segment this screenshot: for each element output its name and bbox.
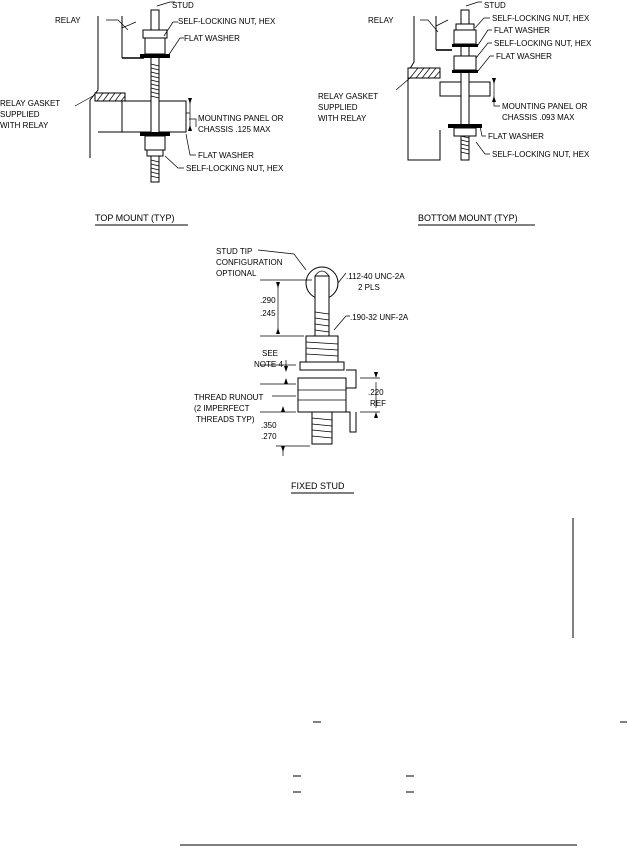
label-tip-2: CONFIGURATION: [216, 258, 283, 267]
label-dim-270: .270: [261, 432, 277, 441]
label-runout-2: (2 IMPERFECT: [194, 404, 250, 413]
label-relay: RELAY: [368, 16, 394, 25]
label-washer-top: FLAT WASHER: [184, 34, 240, 43]
label-nut-2: SELF-LOCKING NUT, HEX: [494, 39, 592, 48]
self-locking-nut-bottom: [145, 136, 165, 150]
stud-upper-shaft: [315, 276, 329, 336]
label-see-2: NOTE 4: [254, 360, 283, 369]
flat-washer-top: [140, 54, 170, 58]
label-gasket-1: RELAY GASKET: [318, 92, 379, 101]
label-washer-2: FLAT WASHER: [496, 52, 552, 61]
label-washer-1: FLAT WASHER: [494, 26, 550, 35]
stud-lower-thread: [312, 412, 332, 444]
caption-fixed-stud: FIXED STUD: [291, 481, 345, 491]
label-panel-1: MOUNTING PANEL OR: [502, 102, 588, 111]
relay-body-outline: [90, 16, 98, 158]
label-thread-large: .190-32 UNF-2A: [350, 313, 409, 322]
label-gasket-1: RELAY GASKET: [0, 99, 61, 108]
label-gasket-3: WITH RELAY: [318, 114, 367, 123]
label-gasket-2: SUPPLIED: [318, 103, 358, 112]
flat-washer-1: [452, 44, 478, 47]
label-washer-bottom: FLAT WASHER: [488, 132, 544, 141]
label-dim-245: .245: [260, 309, 276, 318]
top-mount-figure: [0, 1, 284, 225]
stud-collar: [300, 362, 344, 370]
flat-washer-2: [452, 70, 478, 73]
label-dim-290: .290: [260, 296, 276, 305]
stud-hex-nut: [298, 378, 346, 412]
label-dim-220: .220: [368, 388, 384, 397]
label-ref: REF: [370, 399, 386, 408]
label-stud: STUD: [484, 1, 506, 10]
self-locking-nut-top: [454, 30, 476, 44]
label-tip-1: STUD TIP: [216, 247, 253, 256]
label-gasket-2: SUPPLIED: [0, 110, 40, 119]
self-locking-nut-2: [454, 56, 476, 70]
flat-washer-bottom: [140, 132, 170, 136]
flat-washer-bottom: [448, 124, 482, 128]
label-gasket-3: WITH RELAY: [0, 121, 49, 130]
label-panel-1: MOUNTING PANEL OR: [198, 114, 284, 123]
lower-page-marks: [180, 518, 627, 845]
label-thread-small-2: 2 PLS: [358, 283, 380, 292]
label-stud: STUD: [172, 1, 194, 10]
label-nut-top: SELF-LOCKING NUT, HEX: [178, 17, 276, 26]
label-runout-3: THREADS TYP): [196, 415, 255, 424]
self-locking-nut-top: [145, 38, 165, 54]
fixed-stud-figure: [194, 247, 409, 493]
bottom-mount-figure: [318, 1, 592, 225]
terminal-bracket: [346, 370, 356, 388]
caption-bottom-mount: BOTTOM MOUNT (TYP): [418, 213, 518, 223]
label-panel-2: CHASSIS .093 MAX: [502, 113, 575, 122]
label-runout-1: THREAD RUNOUT: [194, 393, 264, 402]
relay-gasket: [95, 93, 125, 101]
label-dim-350: .350: [261, 421, 277, 430]
label-nut-bottom: SELF-LOCKING NUT, HEX: [186, 164, 284, 173]
label-see-1: SEE: [262, 349, 279, 358]
relay-flange-brace: [122, 22, 136, 28]
caption-top-mount: TOP MOUNT (TYP): [95, 213, 175, 223]
label-washer-bottom: FLAT WASHER: [198, 151, 254, 160]
label-nut-top: SELF-LOCKING NUT, HEX: [492, 14, 590, 23]
label-relay: RELAY: [55, 16, 81, 25]
self-locking-nut-bottom: [454, 128, 476, 136]
label-nut-bottom: SELF-LOCKING NUT, HEX: [492, 150, 590, 159]
label-tip-3: OPTIONAL: [216, 269, 257, 278]
label-panel-2: CHASSIS .125 MAX: [198, 125, 271, 134]
label-thread-small-1: .112-40 UNC-2A: [346, 272, 405, 281]
relay-body-outline: [408, 16, 440, 160]
relay-gasket: [408, 68, 440, 78]
